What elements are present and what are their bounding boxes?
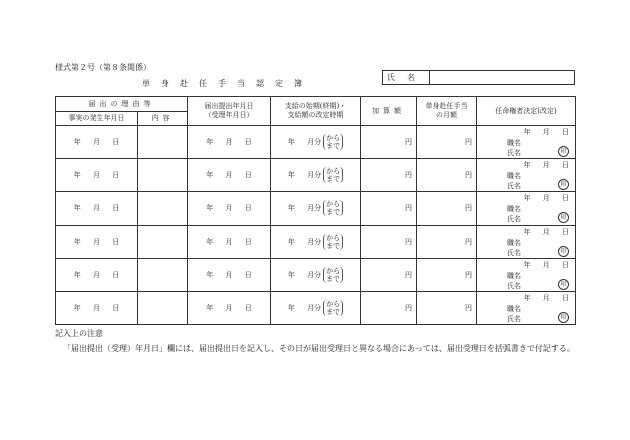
person-name-label: 氏名	[507, 182, 521, 191]
event-date-cell[interactable]	[56, 159, 138, 192]
yen-unit: 円	[405, 303, 412, 312]
event-date-text: 年 月 日	[73, 237, 120, 246]
submit-date-text: 年 月 日	[206, 303, 252, 312]
event-date-text: 年 月 日	[73, 270, 120, 279]
job-title-label: 職名	[507, 238, 521, 247]
addition-header: 加算額	[361, 97, 417, 126]
to-text: まで	[326, 274, 341, 283]
appointer-header: 任命権者決定(改定)	[477, 97, 576, 126]
monthly-header	[417, 97, 477, 126]
person-name-label: 氏名	[507, 248, 521, 257]
yen-unit: 円	[405, 270, 412, 279]
to-text: まで	[326, 175, 341, 184]
event-date-text: 年 月 日	[73, 171, 120, 180]
submit-date-header-line1: 届出提出年月日	[204, 102, 254, 111]
appoint-date-text: 年 月 日	[523, 293, 569, 302]
addition-amount-cell[interactable]	[361, 291, 417, 324]
appointer-cell[interactable]	[477, 192, 576, 225]
period-month-text: 年 月分	[287, 138, 322, 147]
table-row	[56, 291, 576, 324]
appointer-cell[interactable]	[477, 258, 576, 291]
submit-date-cell[interactable]	[188, 159, 271, 192]
yen-unit: 円	[465, 237, 472, 246]
name-box	[382, 70, 575, 85]
table-row	[56, 126, 576, 159]
event-date-text: 年 月 日	[73, 138, 120, 147]
submit-date-text: 年 月 日	[206, 204, 252, 213]
appoint-date-text: 年 月 日	[523, 194, 569, 203]
period-cell[interactable]	[271, 225, 361, 258]
job-title-label: 職名	[507, 271, 521, 280]
yen-unit: 円	[405, 237, 412, 246]
monthly-amount-cell[interactable]	[417, 225, 477, 258]
from-to-bracket	[323, 200, 343, 216]
appoint-date-text: 年 月 日	[523, 227, 569, 236]
from-to-bracket	[323, 300, 343, 316]
person-name-label: 氏名	[507, 149, 521, 158]
job-title-label: 職名	[507, 304, 521, 313]
table-row	[56, 258, 576, 291]
period-header-line1: 支給の始期(終期)・	[284, 102, 347, 111]
addition-amount-cell[interactable]	[361, 192, 417, 225]
from-text: から	[326, 233, 341, 242]
appointer-cell[interactable]	[477, 126, 576, 159]
monthly-header-line1: 単身赴任手当	[425, 102, 468, 111]
addition-amount-cell[interactable]	[361, 126, 417, 159]
addition-amount-cell[interactable]	[361, 159, 417, 192]
seal-icon: 印	[558, 246, 569, 257]
event-date-cell[interactable]	[56, 225, 138, 258]
seal-icon: 印	[558, 212, 569, 223]
table-row	[56, 159, 576, 192]
event-date-cell[interactable]	[56, 192, 138, 225]
content-cell[interactable]	[138, 258, 188, 291]
yen-unit: 円	[405, 138, 412, 147]
period-header-line2: 支給額の改定時期	[287, 111, 344, 120]
submit-date-text: 年 月 日	[206, 270, 252, 279]
from-text: から	[326, 200, 341, 209]
form-number: 様式第２号（第８条関係）	[55, 63, 151, 72]
event-date-cell[interactable]	[56, 258, 138, 291]
table-row	[56, 192, 576, 225]
table-row	[56, 225, 576, 258]
submit-date-cell[interactable]	[188, 258, 271, 291]
content-cell[interactable]	[138, 225, 188, 258]
notes-body: 「届出提出（受理）年月日」欄には、届出提出日を記入し、その日が届出受理日と異なる場合にあっては、届出受理日を括弧書きで付記する。	[63, 344, 575, 353]
monthly-amount-cell[interactable]	[417, 159, 477, 192]
period-cell[interactable]	[271, 126, 361, 159]
submit-date-cell[interactable]	[188, 126, 271, 159]
period-cell[interactable]	[271, 192, 361, 225]
yen-unit: 円	[465, 171, 472, 180]
period-month-text: 年 月分	[287, 303, 322, 312]
seal-icon: 印	[558, 279, 569, 290]
period-month-text: 年 月分	[287, 270, 322, 279]
seal-icon: 印	[558, 312, 569, 323]
event-date-cell[interactable]	[56, 126, 138, 159]
content-cell[interactable]	[138, 291, 188, 324]
event-date-header: 事実の発生年月日	[56, 112, 138, 126]
period-cell[interactable]	[271, 159, 361, 192]
seal-icon: 印	[558, 146, 569, 157]
table-body	[56, 97, 576, 325]
from-to-bracket	[323, 234, 343, 250]
event-date-text: 年 月 日	[73, 303, 120, 312]
appoint-date-text: 年 月 日	[523, 128, 569, 137]
addition-amount-cell[interactable]	[361, 258, 417, 291]
to-text: まで	[326, 241, 341, 250]
monthly-amount-cell[interactable]	[417, 291, 477, 324]
period-header	[271, 97, 361, 126]
from-to-bracket	[323, 167, 343, 183]
job-title-label: 職名	[507, 172, 521, 181]
yen-unit: 円	[465, 204, 472, 213]
yen-unit: 円	[465, 138, 472, 147]
monthly-amount-cell[interactable]	[417, 126, 477, 159]
submit-date-cell[interactable]	[188, 192, 271, 225]
person-name-label: 氏名	[507, 281, 521, 290]
event-date-text: 年 月 日	[73, 204, 120, 213]
from-to-bracket	[323, 267, 343, 283]
monthly-amount-cell[interactable]	[417, 192, 477, 225]
submit-date-header	[188, 97, 271, 126]
job-title-label: 職名	[507, 139, 521, 148]
from-text: から	[326, 266, 341, 275]
name-label: 氏名	[383, 71, 430, 84]
notes-title: 記入上の注意	[55, 329, 103, 338]
submit-date-header-line2: （受理年月日）	[204, 111, 254, 120]
content-cell[interactable]	[138, 126, 188, 159]
appoint-date-text: 年 月 日	[523, 161, 569, 170]
name-field[interactable]	[431, 71, 574, 84]
certification-table	[55, 96, 576, 325]
monthly-amount-cell[interactable]	[417, 258, 477, 291]
to-text: まで	[326, 208, 341, 217]
to-text: まで	[326, 142, 341, 151]
content-header: 内容	[138, 112, 188, 126]
person-name-label: 氏名	[507, 215, 521, 224]
period-cell[interactable]	[271, 291, 361, 324]
period-cell[interactable]	[271, 258, 361, 291]
to-text: まで	[326, 307, 341, 316]
addition-amount-cell[interactable]	[361, 225, 417, 258]
reason-header: 届出の理由等	[56, 97, 188, 112]
event-date-cell[interactable]	[56, 291, 138, 324]
submit-date-cell[interactable]	[188, 225, 271, 258]
seal-icon: 印	[558, 179, 569, 190]
appointer-cell[interactable]	[477, 225, 576, 258]
from-text: から	[326, 167, 341, 176]
submit-date-cell[interactable]	[188, 291, 271, 324]
yen-unit: 円	[405, 171, 412, 180]
person-name-label: 氏名	[507, 314, 521, 323]
submit-date-text: 年 月 日	[206, 138, 252, 147]
yen-unit: 円	[465, 303, 472, 312]
from-text: から	[326, 299, 341, 308]
from-text: から	[326, 134, 341, 143]
from-to-bracket	[323, 134, 343, 150]
submit-date-text: 年 月 日	[206, 237, 252, 246]
period-month-text: 年 月分	[287, 171, 322, 180]
job-title-label: 職名	[507, 205, 521, 214]
period-month-text: 年 月分	[287, 237, 322, 246]
content-cell[interactable]	[138, 159, 188, 192]
appointer-cell[interactable]	[477, 291, 576, 324]
document-title: 単身赴任手当認定簿	[142, 79, 313, 88]
appointer-cell[interactable]	[477, 159, 576, 192]
monthly-header-line2: の月額	[436, 111, 457, 120]
submit-date-text: 年 月 日	[206, 171, 252, 180]
yen-unit: 円	[465, 270, 472, 279]
content-cell[interactable]	[138, 192, 188, 225]
appoint-date-text: 年 月 日	[523, 260, 569, 269]
period-month-text: 年 月分	[287, 204, 322, 213]
yen-unit: 円	[405, 204, 412, 213]
